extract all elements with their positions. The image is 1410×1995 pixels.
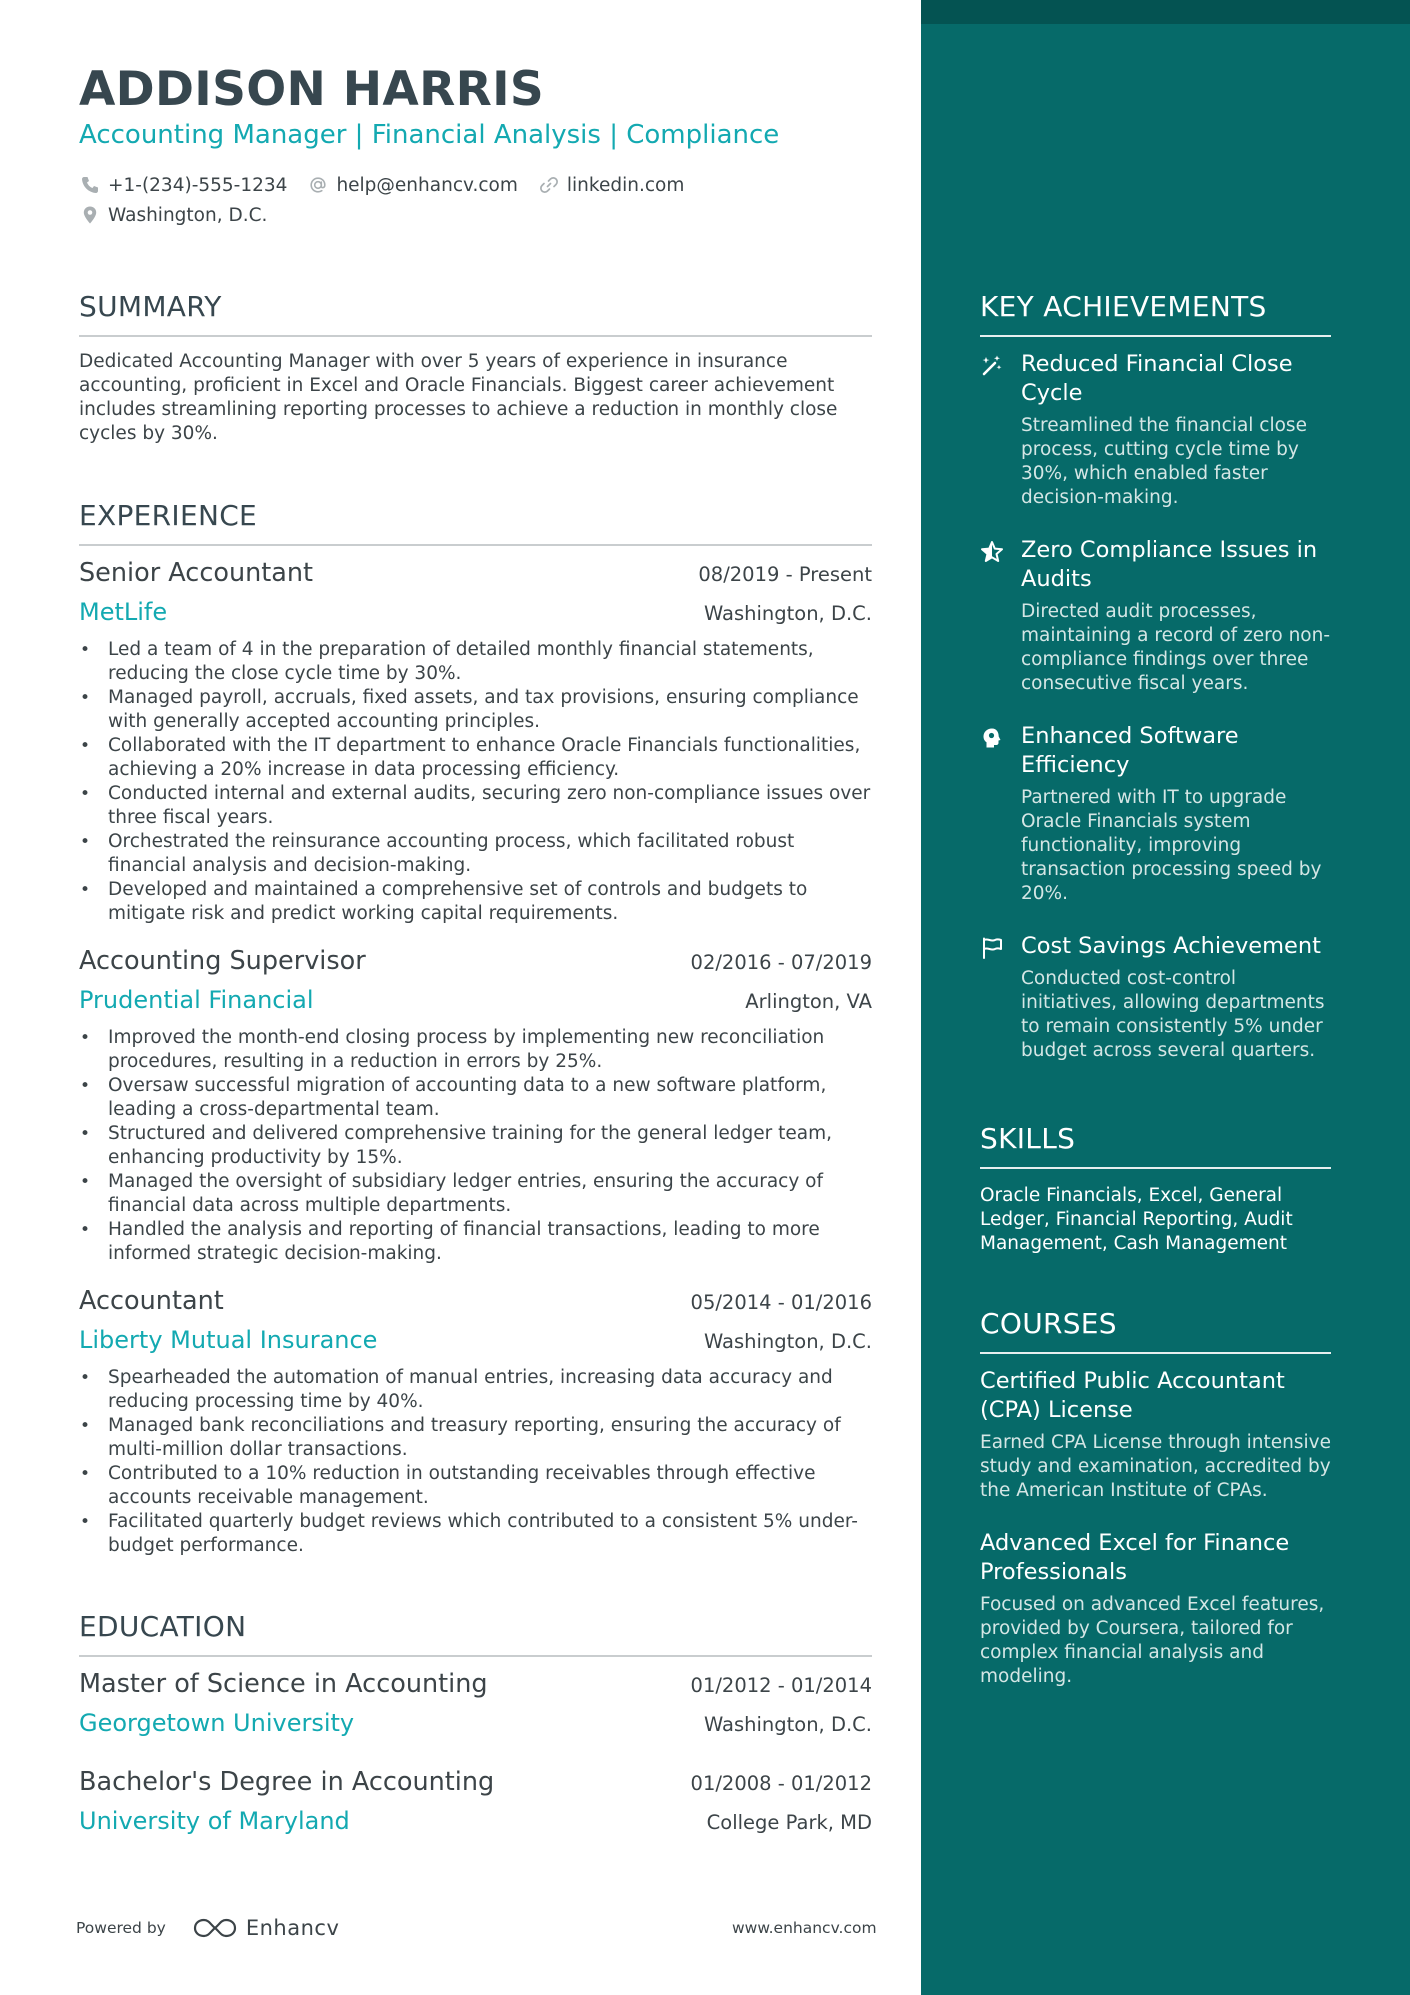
experience-heading: EXPERIENCE	[79, 499, 258, 532]
bullet-item: • Oversaw successful migration of accounting data to a new software platform, leading a cross-departmental team.	[79, 1074, 872, 1122]
education-dates: 01/2008 - 01/2012	[690, 1772, 872, 1795]
bullet-item: • Spearheaded the automation of manual entries, increasing data accuracy and reducing processing time by 40%.	[79, 1366, 872, 1414]
summary-heading: SUMMARY	[79, 290, 222, 323]
sidebar-top-band	[921, 0, 1410, 24]
job-dates: 02/2016 - 07/2019	[690, 951, 872, 974]
linkedin-contact[interactable]	[538, 174, 684, 196]
achievement-description: Conducted cost-control initiatives, allowing departments to remain consistently 5% under budget across several quarters.	[1021, 968, 1325, 1061]
school-location: College Park, MD	[706, 1811, 872, 1834]
achievement-title: Enhanced Software Efficiency	[1021, 723, 1239, 778]
courses-section	[980, 1307, 1331, 1689]
company-name: Prudential Financial	[79, 986, 314, 1014]
summary-section	[79, 290, 872, 446]
phone-text: +1-(234)-555-1234	[108, 174, 288, 196]
achievement-item	[980, 350, 1331, 510]
email-text: help@enhancv.com	[336, 174, 518, 196]
course-title: Advanced Excel for Finance Professionals	[980, 1530, 1290, 1585]
bullet-item: • Improved the month-end closing process by implementing new reconciliation procedures, resulting in a reduction in errors by 25%.	[79, 1026, 872, 1074]
enhancv-brand-text: Enhancv	[245, 1916, 340, 1940]
achievement-description: Partnered with IT to upgrade Oracle Financials system functionality, improving transaction processing speed by 20%.	[1021, 787, 1322, 904]
bullet-item: • Facilitated quarterly budget reviews which contributed to a consistent 5% under-budget performance.	[79, 1510, 872, 1558]
job-location: Washington, D.C.	[703, 602, 872, 625]
skills-section	[980, 1122, 1331, 1256]
bullet-item: • Contributed to a 10% reduction in outstanding receivables through effective accounts receivable management.	[79, 1462, 872, 1510]
job-dates: 08/2019 - Present	[698, 563, 872, 586]
course-title: Certified Public Accountant (CPA) License	[980, 1368, 1285, 1423]
job-title: Accounting Supervisor	[79, 946, 366, 976]
course-item	[980, 1529, 1331, 1689]
achievement-title: Cost Savings Achievement	[1021, 933, 1321, 959]
education-entry	[79, 1669, 872, 1743]
skills-list: Oracle Financials, Excel, General Ledger, Financial Reporting, Audit Management, Cash Management	[980, 1185, 1293, 1254]
sidebar-column	[921, 0, 1410, 1995]
courses-heading: COURSES	[980, 1307, 1117, 1340]
experience-section	[79, 499, 872, 1558]
skills-heading: SKILLS	[980, 1122, 1076, 1155]
section-divider	[980, 1352, 1331, 1354]
company-name: Liberty Mutual Insurance	[79, 1326, 378, 1354]
email-contact[interactable]	[307, 174, 517, 196]
bullet-item: • Managed bank reconciliations and treasury reporting, ensuring the accuracy of multi-million dollar transactions.	[79, 1414, 872, 1462]
section-divider	[79, 544, 872, 546]
job-title: Senior Accountant	[79, 558, 314, 588]
school-name: University of Maryland	[79, 1807, 350, 1835]
section-divider	[980, 1167, 1331, 1169]
job-location: Washington, D.C.	[703, 1330, 872, 1353]
location-text: Washington, D.C.	[108, 204, 268, 226]
candidate-tagline: Accounting Manager | Financial Analysis | Compliance	[79, 120, 780, 150]
phone-icon	[79, 174, 101, 196]
experience-entry	[79, 1286, 872, 1558]
job-bullets	[79, 1366, 872, 1558]
powered-by-text: Powered by	[76, 1919, 166, 1937]
achievements-heading: KEY ACHIEVEMENTS	[980, 290, 1267, 323]
link-icon	[538, 174, 560, 196]
job-dates: 05/2014 - 01/2016	[690, 1291, 872, 1314]
achievement-description: Streamlined the financial close process, cutting cycle time by 30%, which enabled faster decision-making.	[1021, 415, 1307, 508]
achievement-item	[980, 722, 1331, 906]
achievement-title: Zero Compliance Issues in Audits	[1021, 537, 1318, 592]
degree-title: Bachelor's Degree in Accounting	[79, 1767, 495, 1797]
course-description: Focused on advanced Excel features, provided by Coursera, tailored for complex financial analysis and modeling.	[980, 1594, 1325, 1687]
summary-text: Dedicated Accounting Manager with over 5 years of experience in insurance accounting, proficient in Excel and Oracle Financials. Biggest career achievement includes streamlining reporting processes to achieve a reduction in monthly close cycles by 30%.	[79, 351, 838, 444]
section-divider	[79, 335, 872, 337]
flag-icon	[980, 936, 1004, 960]
education-dates: 01/2012 - 01/2014	[690, 1674, 872, 1697]
at-sign-icon	[307, 174, 329, 196]
website-link[interactable]: www.enhancv.com	[732, 1919, 877, 1937]
job-location: Arlington, VA	[745, 990, 872, 1013]
education-heading: EDUCATION	[79, 1610, 247, 1643]
company-name: MetLife	[79, 598, 168, 626]
experience-entry	[79, 946, 872, 1266]
brain-icon	[980, 726, 1004, 750]
degree-title: Master of Science in Accounting	[79, 1669, 488, 1699]
school-location: Washington, D.C.	[703, 1713, 872, 1736]
location-pin-icon	[79, 204, 101, 226]
enhancv-logo[interactable]	[192, 1916, 340, 1940]
course-description: Earned CPA License through intensive study and examination, accredited by the American Institute of CPAs.	[980, 1432, 1331, 1501]
bullet-item: • Managed the oversight of subsidiary ledger entries, ensuring the accuracy of financial data across multiple departments.	[79, 1170, 872, 1218]
bullet-item: • Handled the analysis and reporting of financial transactions, leading to more informed strategic decision-making.	[79, 1218, 872, 1266]
section-divider	[980, 335, 1331, 337]
enhancv-logo-icon	[192, 1916, 238, 1940]
section-divider	[79, 1655, 872, 1657]
bullet-item: • Developed and maintained a comprehensive set of controls and budgets to mitigate risk and predict working capital requirements.	[79, 878, 872, 926]
bullet-item: • Structured and delivered comprehensive training for the general ledger team, enhancing productivity by 15%.	[79, 1122, 872, 1170]
bullet-item: • Managed payroll, accruals, fixed assets, and tax provisions, ensuring compliance with generally accepted accounting principles.	[79, 686, 872, 734]
contact-info	[79, 170, 704, 230]
course-item	[980, 1367, 1331, 1503]
achievement-title: Reduced Financial Close Cycle	[1021, 351, 1293, 406]
bullet-item: • Led a team of 4 in the preparation of detailed monthly financial statements, reducing the close cycle time by 30%.	[79, 638, 872, 686]
achievement-item	[980, 932, 1331, 1063]
bullet-item: • Conducted internal and external audits, securing zero non-compliance issues over three fiscal years.	[79, 782, 872, 830]
education-entry	[79, 1767, 872, 1841]
experience-entry	[79, 558, 872, 926]
linkedin-text: linkedin.com	[566, 174, 685, 196]
school-name: Georgetown University	[79, 1709, 355, 1737]
achievements-section	[980, 290, 1331, 1063]
education-section	[79, 1610, 872, 1841]
wand-icon	[980, 354, 1004, 378]
star-icon	[980, 540, 1004, 564]
bullet-item: • Orchestrated the reinsurance accounting process, which facilitated robust financial analysis and decision-making.	[79, 830, 872, 878]
location-contact	[79, 204, 267, 226]
bullet-item: • Collaborated with the IT department to enhance Oracle Financials functionalities, achieving a 20% increase in data processing efficiency.	[79, 734, 872, 782]
job-bullets	[79, 1026, 872, 1266]
job-title: Accountant	[79, 1286, 224, 1316]
phone-contact	[79, 174, 287, 196]
achievement-item	[980, 536, 1331, 696]
footer-branding	[76, 1916, 339, 1940]
achievement-description: Directed audit processes, maintaining a record of zero non-compliance findings over three consecutive fiscal years.	[1021, 601, 1331, 694]
candidate-name: ADDISON HARRIS	[79, 62, 545, 117]
job-bullets	[79, 638, 872, 926]
